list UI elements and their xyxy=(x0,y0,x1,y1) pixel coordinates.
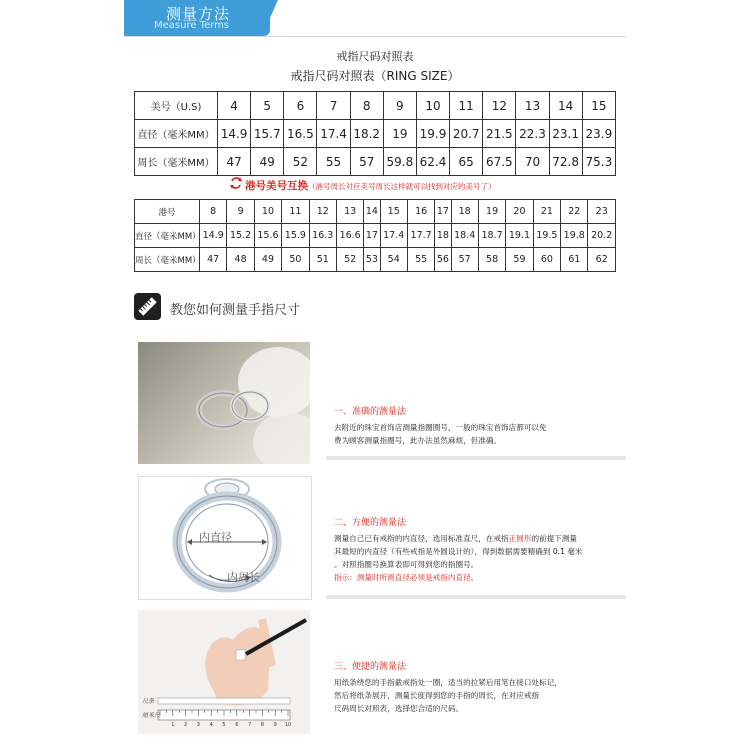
hk-size-cell: 51 xyxy=(309,248,336,272)
section2-heading: 二、方便的测量法 xyxy=(334,518,407,528)
hk-size-cell: 56 xyxy=(435,248,451,272)
us-size-cell: 19 xyxy=(383,120,416,148)
us-size-row-label: 直径（毫米MM） xyxy=(135,120,218,148)
us-size-cell: 8 xyxy=(350,92,383,120)
hk-size-cell: 15 xyxy=(380,200,407,224)
hk-size-cell: 17.4 xyxy=(380,224,407,248)
hk-size-cell: 15.6 xyxy=(254,224,281,248)
ruler-icon xyxy=(134,293,161,320)
hk-size-cell: 21 xyxy=(533,200,560,224)
us-size-row xyxy=(135,92,616,120)
hk-size-row xyxy=(135,224,616,248)
hk-size-cell: 14 xyxy=(364,200,380,224)
ruler-tick-label: 2 xyxy=(184,722,188,728)
section-convenient xyxy=(334,517,624,584)
us-size-cell: 5 xyxy=(251,92,284,120)
us-size-cell: 15 xyxy=(582,92,615,120)
section3-heading: 三、便捷的测量法 xyxy=(334,662,407,672)
chart-title: 戒指尺码对照表 xyxy=(336,50,414,63)
ruler-tick-label: 9 xyxy=(273,722,277,728)
hk-size-cell: 19.1 xyxy=(506,224,533,248)
hk-size-row xyxy=(135,248,616,272)
header-subtitle: Measure Terms xyxy=(154,20,230,31)
hk-size-cell: 18 xyxy=(435,224,451,248)
section3-line1: 用纸条绕您的手指截戒指处一圈，适当的拉紧后用笔在接口处标记， xyxy=(334,678,562,687)
hk-size-cell: 16.3 xyxy=(309,224,336,248)
hk-size-cell: 9 xyxy=(227,200,254,224)
us-size-cell: 72.8 xyxy=(549,148,582,176)
us-size-cell: 17.4 xyxy=(317,120,350,148)
header-divider xyxy=(124,36,626,37)
us-size-cell: 14 xyxy=(549,92,582,120)
us-size-row-label: 周长（毫米MM） xyxy=(135,148,218,176)
us-size-cell: 59.8 xyxy=(383,148,416,176)
us-size-cell: 62.4 xyxy=(416,148,449,176)
ruler-tick-label: 7 xyxy=(248,722,252,728)
hk-size-cell: 58 xyxy=(478,248,505,272)
us-size-cell: 10 xyxy=(416,92,449,120)
hk-size-cell: 52 xyxy=(336,248,363,272)
hk-size-cell: 20 xyxy=(506,200,533,224)
us-size-cell: 23.1 xyxy=(549,120,582,148)
hk-size-cell: 13 xyxy=(336,200,363,224)
us-size-cell: 23.9 xyxy=(582,120,615,148)
hk-size-cell: 62 xyxy=(588,248,616,272)
hk-size-cell: 12 xyxy=(309,200,336,224)
hk-size-cell: 54 xyxy=(380,248,407,272)
section-accurate xyxy=(334,406,624,447)
hk-size-cell: 19.5 xyxy=(533,224,560,248)
hk-size-cell: 15.9 xyxy=(282,224,309,248)
hk-size-cell: 17 xyxy=(435,200,451,224)
hk-size-cell: 11 xyxy=(282,200,309,224)
section2-line1b: 的前提下测量 xyxy=(531,534,577,543)
hk-size-cell: 19.8 xyxy=(561,224,588,248)
hk-size-cell: 48 xyxy=(227,248,254,272)
hk-size-cell: 16 xyxy=(407,200,434,224)
header-banner xyxy=(124,0,270,36)
ruler-tick-label: 5 xyxy=(222,722,226,728)
section2-line1a: 测量自己已有戒指的内直径，选用标准直尺，在戒指 xyxy=(334,534,509,543)
hk-size-row-label: 周长（毫米MM） xyxy=(135,248,200,272)
ruler-tick-label: 6 xyxy=(235,722,239,728)
section1-line2: 费为顾客测量指圈号，此办法虽然麻烦，但准确。 xyxy=(334,436,502,445)
exchange-note: （港号周长对应美号周长这样就可以找到对应的美号了） xyxy=(308,182,496,191)
hk-size-cell: 61 xyxy=(561,248,588,272)
us-size-cell: 7 xyxy=(317,92,350,120)
ruler-tick-label: 1 xyxy=(171,722,175,728)
hk-size-table xyxy=(134,199,616,272)
inner-diameter-label: 内直径 xyxy=(199,531,232,544)
us-size-cell: 47 xyxy=(218,148,251,176)
us-size-cell: 75.3 xyxy=(582,148,615,176)
ruler-tick-label: 3 xyxy=(196,722,200,728)
inner-circumference-label: 内周长 xyxy=(227,571,260,584)
us-size-cell: 21.5 xyxy=(483,120,516,148)
strip-label: 尺条 xyxy=(142,698,155,705)
hk-size-row-label: 港号 xyxy=(135,200,200,224)
section2-line3: 。对照指圈号换算表即可得到您的指圈号。 xyxy=(334,560,479,569)
hk-size-cell: 15.2 xyxy=(227,224,254,248)
chart-subtitle: 戒指尺码对照表（RING SIZE） xyxy=(290,69,460,83)
hk-size-cell: 10 xyxy=(254,200,281,224)
us-size-cell: 16.5 xyxy=(284,120,317,148)
section2-divider xyxy=(326,595,626,599)
section1-divider xyxy=(326,456,626,460)
section2-line1-red: 正圆形 xyxy=(508,534,532,543)
us-size-cell: 65 xyxy=(450,148,483,176)
rings-photo xyxy=(138,342,310,464)
exchange-main: 港号美号互换 xyxy=(245,180,308,192)
hk-size-cell: 18.4 xyxy=(451,224,478,248)
section1-line1: 去附近的珠宝首饰店测量指圈圈号，一般的珠宝首饰店都可以免 xyxy=(334,423,547,432)
us-size-cell: 13 xyxy=(516,92,549,120)
section1-heading: 一、准确的测量法 xyxy=(334,407,407,417)
us-size-row xyxy=(135,148,616,176)
hk-size-cell: 60 xyxy=(533,248,560,272)
exchange-icon xyxy=(229,176,243,190)
us-size-cell: 15.7 xyxy=(251,120,284,148)
us-size-cell: 20.7 xyxy=(450,120,483,148)
section-quick xyxy=(334,661,624,715)
hk-size-cell: 18 xyxy=(451,200,478,224)
us-size-cell: 67.5 xyxy=(483,148,516,176)
us-size-cell: 70 xyxy=(516,148,549,176)
us-size-cell: 4 xyxy=(218,92,251,120)
hk-size-cell: 17 xyxy=(364,224,380,248)
size-exchange-note xyxy=(245,178,496,193)
section2-line2: 其最短的内直径（有些戒指是外圆设计的），得到数据需要精确到 0.1 毫米 xyxy=(334,547,583,556)
hk-size-cell: 50 xyxy=(282,248,309,272)
hand-measure-photo xyxy=(138,610,310,734)
hk-size-cell: 47 xyxy=(200,248,227,272)
hk-size-cell: 22 xyxy=(561,200,588,224)
us-size-table xyxy=(134,91,616,176)
hk-size-cell: 8 xyxy=(200,200,227,224)
hk-size-row xyxy=(135,200,616,224)
hk-size-cell: 17.7 xyxy=(407,224,434,248)
section2-line1 xyxy=(334,532,624,545)
us-size-cell: 14.9 xyxy=(218,120,251,148)
us-size-cell: 9 xyxy=(383,92,416,120)
us-size-cell: 55 xyxy=(317,148,350,176)
us-size-cell: 49 xyxy=(251,148,284,176)
hk-size-cell: 19 xyxy=(478,200,505,224)
howto-title: 教您如何测量手指尺寸 xyxy=(170,303,301,318)
us-size-cell: 11 xyxy=(450,92,483,120)
header-title: 测量方法 xyxy=(166,5,231,23)
us-size-row xyxy=(135,120,616,148)
ruler-tick-label: 8 xyxy=(260,722,264,728)
ring-diagram xyxy=(138,476,312,600)
hk-size-row-label: 直径（毫米MM） xyxy=(135,224,200,248)
section3-line3: 尺码周长对照表，选择您合适的尺码。 xyxy=(334,704,464,713)
us-size-cell: 12 xyxy=(483,92,516,120)
ruler-label: 厘米尺 xyxy=(142,712,161,719)
hk-size-cell: 55 xyxy=(407,248,434,272)
us-size-cell: 52 xyxy=(284,148,317,176)
hk-size-cell: 14.9 xyxy=(200,224,227,248)
hk-size-cell: 18.7 xyxy=(478,224,505,248)
ruler-tick-label: 4 xyxy=(209,722,213,728)
hk-size-cell: 49 xyxy=(254,248,281,272)
hk-size-cell: 16.6 xyxy=(336,224,363,248)
hk-size-cell: 20.2 xyxy=(588,224,616,248)
us-size-row-label: 美号（U.S) xyxy=(135,92,218,120)
ruler-tick-label: 10 xyxy=(284,722,292,728)
us-size-cell: 6 xyxy=(284,92,317,120)
us-size-cell: 18.2 xyxy=(350,120,383,148)
banner-notch xyxy=(270,0,278,18)
hk-size-cell: 23 xyxy=(588,200,616,224)
us-size-cell: 57 xyxy=(350,148,383,176)
hk-size-cell: 53 xyxy=(364,248,380,272)
us-size-cell: 19.9 xyxy=(416,120,449,148)
us-size-cell: 22.3 xyxy=(516,120,549,148)
section3-line2: 然后将纸条展开，测量长度得到您的手指的周长，在对应戒指 xyxy=(334,691,540,700)
hk-size-cell: 59 xyxy=(506,248,533,272)
section2-tip: 指示：测量时所测直径必须是戒指内直径。 xyxy=(334,573,479,582)
hk-size-cell: 57 xyxy=(451,248,478,272)
